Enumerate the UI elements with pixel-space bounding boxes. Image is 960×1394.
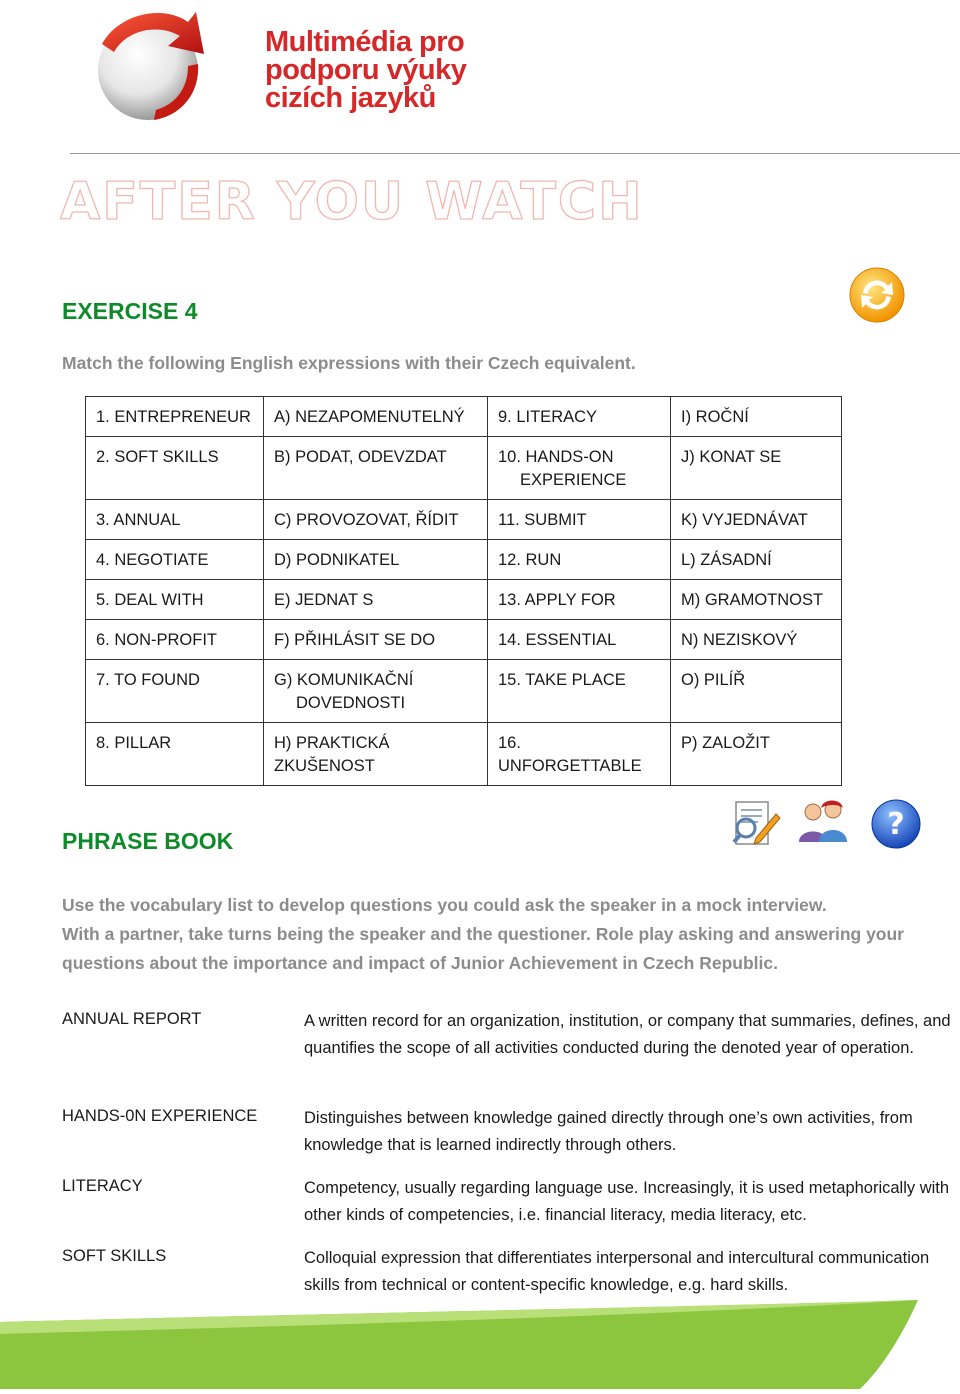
czech-term-cell (264, 723, 488, 786)
logo-text (265, 28, 466, 112)
cell-text: M) GRAMOTNOST (681, 591, 824, 609)
cell-text: D) PODNIKATEL (274, 551, 400, 569)
czech-term-cell (264, 660, 488, 723)
instruction-line: With a partner, take turns being the speaker and the questioner. Role play asking and answering your (62, 924, 904, 944)
english-term-cell (488, 580, 671, 620)
footer-green-swoosh (0, 1300, 960, 1389)
logo-line: podporu výuky (265, 54, 467, 86)
phrase-book-heading: PHRASE BOOK (62, 828, 234, 854)
cell-text: H) PRAKTICKÁ ZKUŠENOST (274, 734, 390, 775)
vocab-definition: Colloquial expression that differentiates interpersonal and intercultural communication skills from technical or content-specific knowledge, e.g. hard skills. (304, 1249, 930, 1294)
cell-text: 8. PILLAR (96, 734, 172, 752)
english-term-cell (86, 500, 264, 540)
english-term-cell (86, 580, 264, 620)
table-row (86, 660, 842, 723)
cell-text: G) KOMUNIKAČNÍ (274, 671, 414, 689)
table-row (86, 580, 842, 620)
english-term-cell (86, 540, 264, 580)
english-term-cell (488, 437, 671, 500)
logo-line: cizích jazyků (265, 82, 436, 114)
czech-term-cell (671, 580, 842, 620)
cell-text: J) KONAT SE (681, 448, 782, 466)
cell-text: P) ZALOŽIT (681, 734, 770, 752)
english-term-cell (86, 620, 264, 660)
cell-text: E) JEDNAT S (274, 591, 374, 609)
english-term-cell (488, 723, 671, 786)
english-term-cell (488, 620, 671, 660)
svg-text:?: ? (887, 807, 905, 842)
cell-text: 2. SOFT SKILLS (96, 448, 219, 466)
cell-text: 1. ENTREPRENEUR (96, 408, 251, 426)
red-arrow-sphere-logo (88, 4, 213, 124)
question-mark-icon (870, 798, 922, 850)
exercise-instruction: Match the following English expressions with their Czech equivalent. (62, 353, 636, 373)
cell-text: O) PILÍŘ (681, 671, 746, 689)
cell-text: 14. ESSENTIAL (498, 631, 617, 649)
cell-text: 3. ANNUAL (96, 511, 181, 529)
cell-text: 11. SUBMIT (498, 511, 587, 529)
logo-line: Multimédia pro (265, 26, 465, 58)
czech-term-cell (671, 620, 842, 660)
english-term-cell (488, 500, 671, 540)
cell-text-continued: DOVEDNOSTI (296, 694, 406, 712)
cell-text: 5. DEAL WITH (96, 591, 204, 609)
cell-text: 7. TO FOUND (96, 671, 200, 689)
english-term-cell (488, 540, 671, 580)
cell-text: I) ROČNÍ (681, 408, 749, 426)
cell-text: L) ZÁSADNÍ (681, 551, 772, 569)
vocab-definition: A written record for an organization, institution, or company that summaries, defines, and quantifies the scope of all activities conducted during the denoted year of operation. (304, 1012, 951, 1057)
exercise-heading: EXERCISE 4 (62, 298, 198, 324)
english-term-cell (86, 397, 264, 437)
instruction-line: questions about the importance and impact of Junior Achievement in Czech Republic. (62, 953, 778, 973)
czech-term-cell (264, 397, 488, 437)
page-title: AFTER YOU WATCH (60, 172, 644, 232)
table-row (86, 723, 842, 786)
czech-term-cell (264, 500, 488, 540)
orange-refresh-icon (848, 266, 906, 324)
table-row (86, 500, 842, 540)
czech-term-cell (671, 660, 842, 723)
vocab-definition: Competency, usually regarding language use. Increasingly, it is used metaphorically with other kinds of competencies, i.e. financial literacy, media literacy, etc. (304, 1179, 950, 1224)
cell-text: 13. APPLY FOR (498, 591, 616, 609)
czech-term-cell (671, 437, 842, 500)
english-term-cell (488, 397, 671, 437)
english-term-cell (86, 660, 264, 723)
document-pen-icon (730, 798, 782, 850)
cell-text: 10. HANDS-ON (498, 448, 614, 466)
czech-term-cell (671, 500, 842, 540)
cell-text: F) PŘIHLÁSIT SE DO (274, 631, 436, 649)
czech-term-cell (264, 540, 488, 580)
cell-text: 16. UNFORGETTABLE (498, 734, 642, 775)
vocab-term: ANNUAL REPORT (62, 1010, 202, 1028)
phrase-book-instruction (62, 891, 942, 978)
cell-text: 9. LITERACY (498, 408, 598, 426)
czech-term-cell (264, 437, 488, 500)
english-term-cell (86, 723, 264, 786)
table-row (86, 397, 842, 437)
table-row (86, 540, 842, 580)
cell-text: 4. NEGOTIATE (96, 551, 209, 569)
cell-text: 15. TAKE PLACE (498, 671, 626, 689)
instruction-line: Use the vocabulary list to develop questions you could ask the speaker in a mock interview. (62, 895, 827, 915)
matching-table (85, 396, 842, 786)
czech-term-cell (264, 580, 488, 620)
cell-text: A) NEZAPOMENUTELNÝ (274, 408, 465, 426)
cell-text-continued: EXPERIENCE (520, 471, 627, 489)
people-icon (795, 798, 851, 848)
czech-term-cell (671, 397, 842, 437)
cell-text: B) PODAT, ODEVZDAT (274, 448, 447, 466)
cell-text: C) PROVOZOVAT, ŘÍDIT (274, 511, 459, 529)
vocab-term: SOFT SKILLS (62, 1247, 167, 1265)
cell-text: K) VYJEDNÁVAT (681, 511, 808, 529)
czech-term-cell (671, 723, 842, 786)
table-row (86, 437, 842, 500)
header-divider (70, 153, 960, 154)
czech-term-cell (671, 540, 842, 580)
vocab-term: HANDS-0N EXPERIENCE (62, 1107, 258, 1125)
table-row (86, 620, 842, 660)
english-term-cell (86, 437, 264, 500)
cell-text: 12. RUN (498, 551, 562, 569)
english-term-cell (488, 660, 671, 723)
cell-text: N) NEZISKOVÝ (681, 631, 798, 649)
cell-text: 6. NON-PROFIT (96, 631, 218, 649)
vocab-term: LITERACY (62, 1177, 143, 1195)
czech-term-cell (264, 620, 488, 660)
vocab-definition: Distinguishes between knowledge gained directly through one’s own activities, from knowledge that is learned indirectly through others. (304, 1109, 913, 1154)
